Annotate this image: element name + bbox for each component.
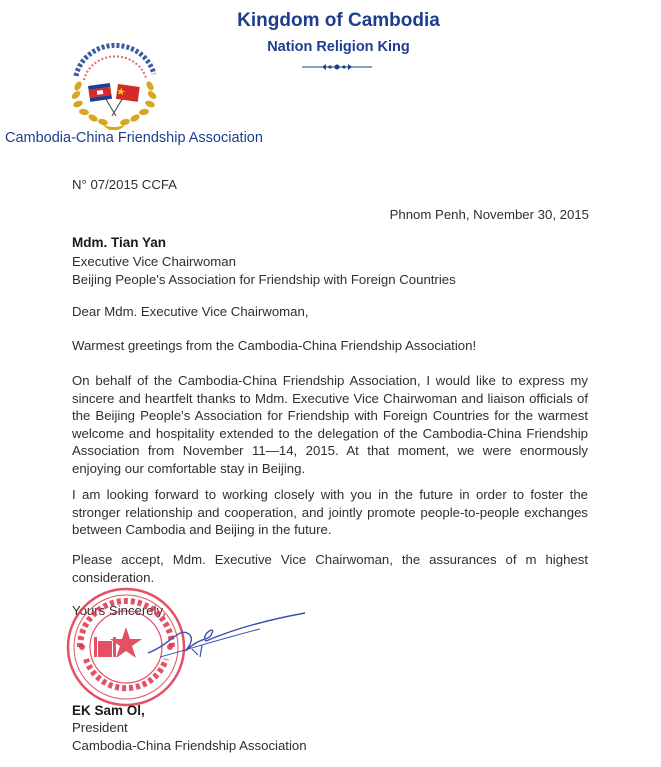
place-date: Phnom Penh, November 30, 2015 [389,207,589,222]
closing-phrase: Yours Sincerely, [72,603,166,618]
paragraph-thanks: On behalf of the Cambodia-China Friendship Association, I would like to express my sincere and heartfelt thanks to Mdm. Executive Vice Chairwoman and liaison officials of the Beijing People's Association for Friendship with Foreign Countries for the warmest welcome and hospitality extended to the delegation of the Cambodia-China Friendship Association from November 11—14, 2015. At that moment, we were enormously enjoying our comfortable stay in Beijing. [72,373,588,476]
salutation: Dear Mdm. Executive Vice Chairwoman, [72,304,309,319]
signer-title: President [72,720,128,735]
recipient-organization: Beijing People's Association for Friendship with Foreign Countries [72,272,456,287]
recipient-name: Mdm. Tian Yan [72,235,167,250]
header-country: Kingdom of Cambodia [237,10,440,31]
association-logo-icon [58,34,170,130]
paragraph-greeting: Warmest greetings from the Cambodia-China Friendship Association! [72,338,477,353]
signer-organization: Cambodia-China Friendship Association [72,738,307,753]
header-motto: Nation Religion King [267,39,410,55]
organization-name: Cambodia-China Friendship Association [5,130,263,146]
paragraph-future: I am looking forward to working closely with you in the future in order to foster the stronger relationship and cooperation, and jointly promote people-to-people exchanges between Cambodia and Beijing in the future. [72,487,588,537]
reference-number: N° 07/2015 CCFA [72,177,177,192]
paragraph-closing: Please accept, Mdm. Executive Vice Chairwoman, the assurances of m highest consideration. [72,552,588,585]
ornament-divider-icon [302,62,372,72]
signature-icon [140,605,310,665]
recipient-title: Executive Vice Chairwoman [72,254,236,269]
signer-name: EK Sam Ol, [72,703,145,718]
